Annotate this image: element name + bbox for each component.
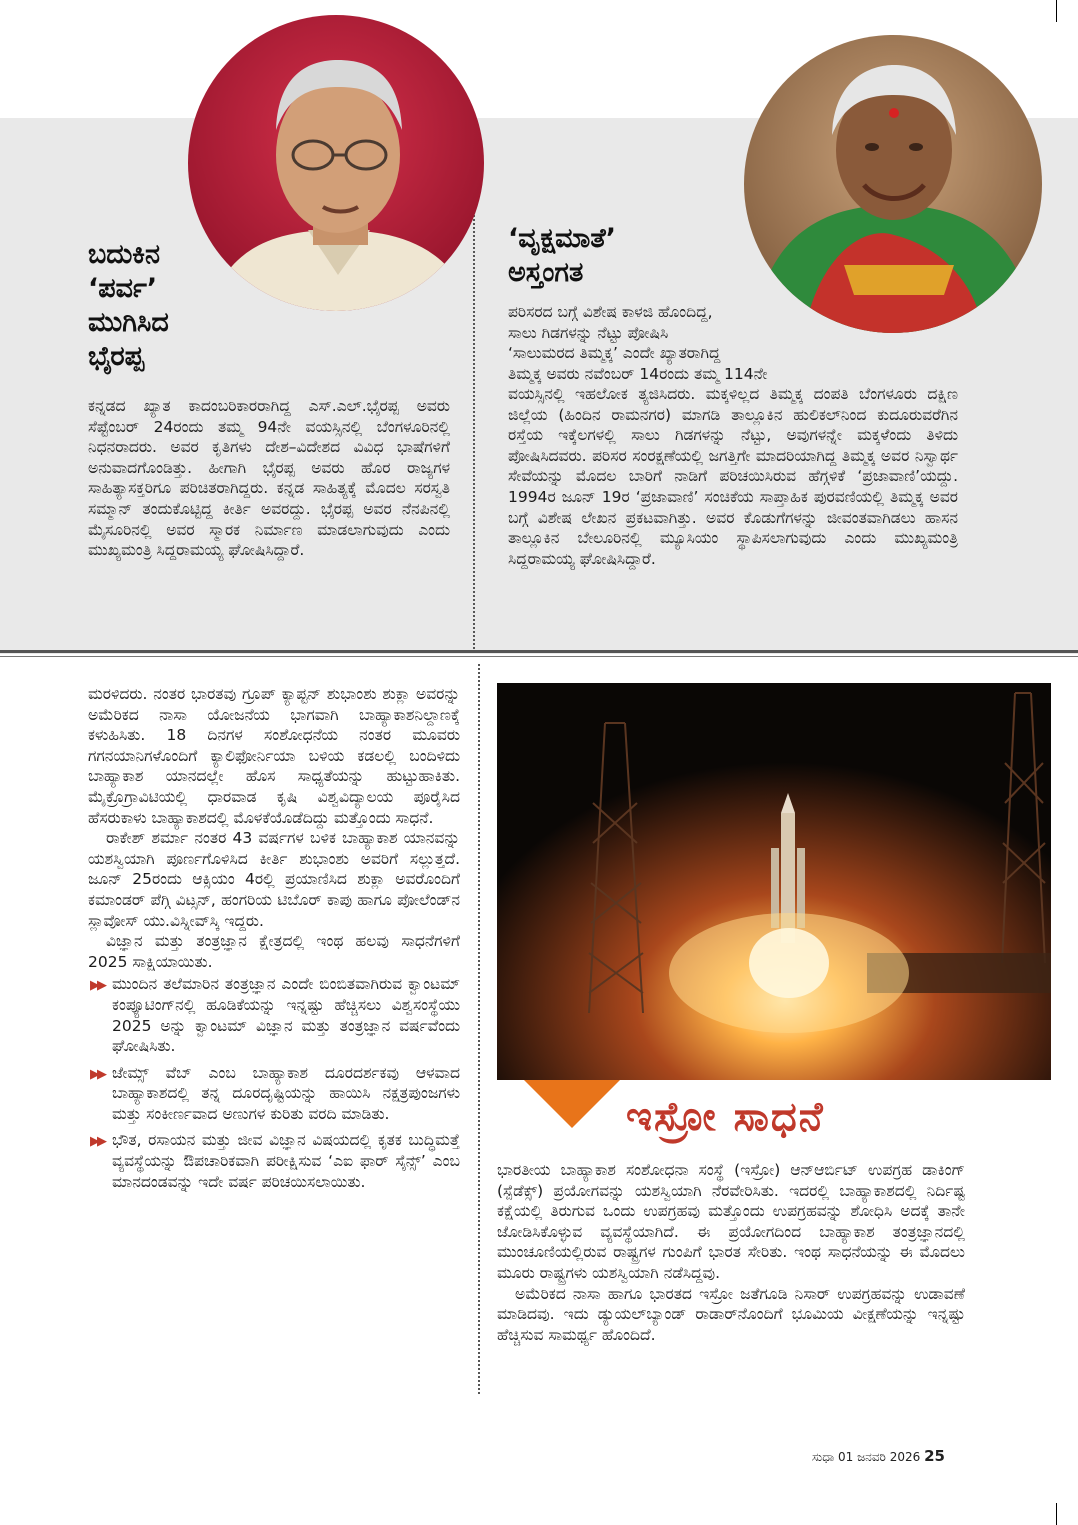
headline-line: ‘ಪರ್ವ’ (88, 273, 158, 304)
crop-mark (1056, 1503, 1057, 1525)
double-arrow-icon: ▶▶ (90, 1134, 104, 1150)
isro-para: ಭಾರತೀಯ ಬಾಹ್ಯಾಕಾಶ ಸಂಶೋಧನಾ ಸಂಸ್ಥೆ (ಇಸ್ರೋ) ಆನ್‌ಆರ್ಬಿಟ್ ಉಪಗ್ರಹ ಡಾಕಿಂಗ್ (ಸ್ಪೆಡೆಕ್ಸ್) ಪ್ರಯೋಗವನ್ನು ಯಶಸ್ವಿಯಾಗಿ ನೆರವೇರಿಸಿತು. ಇದರಲ್ಲಿ ಬಾಹ್ಯಾಕಾಶದಲ್ಲಿ ನಿರ್ದಿಷ್ಟ ಕಕ್ಷೆಯಲ್ಲಿ ತಿರುಗುವ ಒಂದು ಉಪಗ್ರಹವು ಮತ್ತೊಂದು ಉಪಗ್ರಹವನ್ನು ಶೋಧಿಸಿ ಅದಕ್ಕೆ ತಾನೇ ಜೋಡಿಸಿಕೊಳ್ಳುವ ವ್ಯವಸ್ಥೆಯಾಗಿದೆ. ಈ ಪ್ರಯೋಗದಿಂದ ಬಾಹ್ಯಾಕಾಶ ತಂತ್ರಜ್ಞಾನದಲ್ಲಿ ಮುಂಚೂಣಿಯಲ್ಲಿರುವ ರಾಷ್ಟ್ರಗಳ ಗುಂಪಿಗೆ ಭಾರತ ಸೇರಿತು. ಇಂಥ ಸಾಧನೆಯನ್ನು ಈ ಮೊದಲು ಮೂರು ರಾಷ್ಟ್ರಗಳು ಯಶಸ್ವಿಯಾಗಿ ನಡೆಸಿದ್ದವು. (497, 1161, 965, 1282)
list-item (88, 1130, 460, 1192)
page-footer (812, 1447, 945, 1465)
double-arrow-icon: ▶▶ (90, 1066, 104, 1082)
science-para: ರಾಕೇಶ್ ಶರ್ಮಾ ನಂತರ 43 ವರ್ಷಗಳ ಬಳಿಕ ಬಾಹ್ಯಾಕಾಶ ಯಾನವನ್ನು ಯಶಸ್ವಿಯಾಗಿ ಪೂರ್ಣಗೊಳಿಸಿದ ಕೀರ್ತಿ ಶುಭಾಂಶು ಅವರಿಗೆ ಸಲ್ಲುತ್ತದೆ. ಜೂನ್ 25ರಂದು ಆಕ್ಸಿಯಂ 4ರಲ್ಲಿ ಪ್ರಯಾಣಿಸಿದ ಶುಕ್ಲಾ ಅವರೊಂದಿಗೆ ಕಮಾಂಡರ್ ಪೆಗ್ಗಿ ವಿಟ್ಸನ್, ಹಂಗರಿಯ ಟಿಬೊರ್ ಕಾಪು ಹಾಗೂ ಪೋಲೆಂಡ್‌ನ ಸ್ಲಾವೋಸ್ ಯು.ವಿಸ್ನೀವ್‌ಸ್ಕಿ ಇದ್ದರು. (88, 829, 460, 930)
crop-mark (1056, 0, 1057, 22)
isro-title: ಇಸ್ರೋ ಸಾಧನೆ (626, 1094, 825, 1140)
science-para: ಮರಳಿದರು. ನಂತರ ಭಾರತವು ಗ್ರೂಪ್ ಕ್ಯಾಪ್ಟನ್ ಶುಭಾಂಶು ಶುಕ್ಲಾ ಅವರನ್ನು ಅಮೆರಿಕದ ನಾಸಾ ಯೋಜನೆಯ ಭಾಗವಾಗಿ ಬಾಹ್ಯಾಕಾಶನಿಲ್ದಾಣಕ್ಕೆ ಕಳುಹಿಸಿತು. 18 ದಿನಗಳ ಸಂಶೋಧನೆಯ ನಂತರ ಮೂವರು ಗಗನಯಾನಿಗಳೊಂದಿಗೆ ಕ್ಯಾಲಿಫೋರ್ನಿಯಾ ಬಳಿಯ ಕಡಲಲ್ಲಿ ಬಂದಿಳಿದು ಬಾಹ್ಯಾಕಾಶ ಯಾನದಲ್ಲೇ ಹೊಸ ಸಾಧ್ಯತೆಯನ್ನು ಹುಟ್ಟುಹಾಕಿತು. ಮೈಕ್ರೊಗ್ರಾವಿಟಿಯಲ್ಲಿ ಧಾರವಾಡ ಕೃಷಿ ವಿಶ್ವವಿದ್ಯಾಲಯ ಪೂರೈಸಿದ ಹೆಸರುಕಾಳು ಬಾಹ್ಯಾಕಾಶದಲ್ಲಿ ಮೊಳಕೆಯೊಡೆದಿದ್ದು ಮತ್ತೊಂದು ಸಾಧನೆ. (88, 685, 460, 827)
section-rule (0, 650, 1078, 653)
portrait-thimmakka (744, 35, 1042, 333)
section-rule-thin (0, 656, 1078, 657)
headline-line: ಬದುಕಿನ (88, 239, 160, 270)
list-item-text: ಭೌತ, ರಸಾಯನ ಮತ್ತು ಜೀವ ವಿಜ್ಞಾನ ವಿಷಯದಲ್ಲಿ ಕೃತಕ ಬುದ್ಧಿಮತ್ತೆ ವ್ಯವಸ್ಥೆಯನ್ನು ಔಪಚಾರಿಕವಾಗಿ ಪರೀಕ್ಷಿಸುವ ‘ಎಐ ಫಾರ್ ಸೈನ್ಸ್’ ಎಂಬ ಮಾನದಂಡವನ್ನು ಇದೇ ವರ್ಷ ಪರಿಚಯಿಸಲಾಯಿತು. (112, 1131, 460, 1191)
headline-line: ಭೈರಪ್ಪ (88, 341, 144, 372)
headline-line: ಮುಗಿಸಿದ (88, 307, 169, 338)
science-column (88, 684, 460, 1198)
page-number: 25 (924, 1447, 945, 1465)
isro-para: ಅಮೆರಿಕದ ನಾಸಾ ಹಾಗೂ ಭಾರತದ ಇಸ್ರೋ ಜತೆಗೂಡಿ ನಿಸಾರ್ ಉಪಗ್ರಹವನ್ನು ಉಡಾವಣೆ ಮಾಡಿದವು. ಇದು ಡ್ಯುಯಲ್‌ಬ್ಯಾಂಡ್ ರಾಡಾರ್‌ನೊಂದಿಗೆ ಭೂಮಿಯ ವೀಕ್ಷಣೆಯನ್ನು ಇನ್ನಷ್ಟು ಹೆಚ್ಚಿಸುವ ಸಾಮರ್ಥ್ಯ ಹೊಂದಿದೆ. (497, 1284, 965, 1344)
science-para: ವಿಜ್ಞಾನ ಮತ್ತು ತಂತ್ರಜ್ಞಾನ ಕ್ಷೇತ್ರದಲ್ಲಿ ಇಂಥ ಹಲವು ಸಾಧನೆಗಳಿಗೆ 2025 ಸಾಕ್ಷಿಯಾಯಿತು. (88, 932, 460, 971)
intro-line: ತಿಮ್ಮಕ್ಕ ಅವರು ನವೆಂಬರ್ 14ರಂದು ತಮ್ಮ 114ನೇ (508, 364, 768, 383)
intro-line: ಪರಿಸರದ ಬಗ್ಗೆ ವಿಶೇಷ ಕಾಳಜಿ ಹೊಂದಿದ್ದ, (508, 303, 713, 321)
achievement-list (88, 974, 460, 1192)
intro-thimmakka (508, 302, 838, 384)
body-bhyrappa: ಕನ್ನಡದ ಖ್ಯಾತ ಕಾದಂಬರಿಕಾರರಾಗಿದ್ದ ಎಸ್.ಎಲ್.ಭೈರಪ್ಪ ಅವರು ಸೆಪ್ಟೆಂಬರ್ 24ರಂದು ತಮ್ಮ 94ನೇ ವಯಸ್ಸಿನಲ್ಲಿ ಬೆಂಗಳೂರಿನಲ್ಲಿ ನಿಧನರಾದರು. ಅವರ ಕೃತಿಗಳು ದೇಶ–ವಿದೇಶದ ವಿವಿಧ ಭಾಷೆಗಳಿಗೆ ಅನುವಾದಗೊಂಡಿತ್ತು. ಹೀಗಾಗಿ ಭೈರಪ್ಪ ಅವರು ಹೊರ ರಾಜ್ಯಗಳ ಸಾಹಿತ್ಯಾಸಕ್ತರಿಗೂ ಪರಿಚಿತರಾಗಿದ್ದರು. ಕನ್ನಡ ಸಾಹಿತ್ಯಕ್ಕೆ ಮೊದಲ ಸರಸ್ವತಿ ಸಮ್ಮಾನ್ ತಂದುಕೊಟ್ಟಿದ್ದ ಕೀರ್ತಿ ಅವರದ್ದು. ಭೈರಪ್ಪ ಅವರ ನೆನಪಿನಲ್ಲಿ ಮೈಸೂರಿನಲ್ಲಿ ಅವರ ಸ್ಮಾರಕ ನಿರ್ಮಾಣ ಮಾಡಲಾಗುವುದು ಎಂದು ಮುಖ್ಯಮಂತ್ರಿ ಸಿದ್ದರಾಮಯ್ಯ ಘೋಷಿಸಿದ್ದಾರೆ. (88, 397, 450, 560)
isro-body (497, 1160, 965, 1345)
rocket-launch-photo (497, 683, 1051, 1080)
list-item-text: ಜೇಮ್ಸ್ ವೆಬ್ ಎಂಬ ಬಾಹ್ಯಾಕಾಶ ದೂರದರ್ಶಕವು ಆಳವಾದ ಬಾಹ್ಯಾಕಾಶದಲ್ಲಿ ತನ್ನ ದೂರದೃಷ್ಟಿಯನ್ನು ಹಾಯಿಸಿ ನಕ್ಷತ್ರಪುಂಜಗಳು ಮತ್ತು ಸಂಕೀರ್ಣವಾದ ಅಣುಗಳ ಕುರಿತು ವರದಿ ಮಾಡಿತು. (112, 1063, 460, 1123)
list-item (88, 1063, 460, 1125)
magazine-name: ಸುಧಾ (812, 1450, 835, 1464)
headline-line: ‘ವೃಕ್ಷಮಾತೆ’ (508, 223, 616, 254)
headline-thimmakka (508, 222, 728, 290)
body-thimmakka: ವಯಸ್ಸಿನಲ್ಲಿ ಇಹಲೋಕ ತ್ಯಜಿಸಿದರು. ಮಕ್ಕಳಿಲ್ಲದ ತಿಮ್ಮಕ್ಕ ದಂಪತಿ ಬೆಂಗಳೂರು ದಕ್ಷಿಣ ಜಿಲ್ಲೆಯ (ಹಿಂದಿನ ರಾಮನಗರ) ಮಾಗಡಿ ತಾಲ್ಲೂಕಿನ ಹುಲಿಕಲ್‌ನಿಂದ ಕುದೂರುವರೆಗಿನ ರಸ್ತೆಯ ಇಕ್ಕೆಲಗಳಲ್ಲಿ ಸಾಲು ಗಿಡಗಳನ್ನು ನೆಟ್ಟು, ಅವುಗಳನ್ನೇ ಮಕ್ಕಳೆಂದು ತಿಳಿದು ಪೋಷಿಸಿದವರು. ಪರಿಸರ ಸಂರಕ್ಷಣೆಯಲ್ಲಿ ಜಗತ್ತಿಗೇ ಮಾದರಿಯಾಗಿದ್ದ ತಿಮ್ಮಕ್ಕ ಅವರ ನಿಸ್ವಾರ್ಥ ಸೇವೆಯನ್ನು ಮೊದಲ ಬಾರಿಗೆ ನಾಡಿಗೆ ಪರಿಚಯಿಸಿರುವ ಹೆಗ್ಗಳಿಕೆ ‘ಪ್ರಜಾವಾಣಿ’ಯದ್ದು. 1994ರ ಜೂನ್ 19ರ ‘ಪ್ರಜಾವಾಣಿ’ ಸಂಚಿಕೆಯ ಸಾಪ್ತಾಹಿಕ ಪುರವಣಿಯಲ್ಲಿ ತಿಮ್ಮಕ್ಕ ಅವರ ಬಗ್ಗೆ ವಿಶೇಷ ಲೇಖನ ಪ್ರಕಟವಾಗಿತ್ತು. ಅವರ ಕೊಡುಗೆಗಳನ್ನು ಜೀವಂತವಾಗಿಡಲು ಹಾಸನ ತಾಲ್ಲೂಕಿನ ಬೇಲೂರಿನಲ್ಲಿ ಮ್ಯೂಸಿಯಂ ಸ್ಥಾಪಿಸಲಾಗುವುದು ಎಂದು ಮುಖ್ಯಮಂತ್ರಿ ಸಿದ್ದರಾಮಯ್ಯ ಘೋಷಿಸಿದ್ದಾರೆ. (508, 385, 958, 568)
headline-line: ಅಸ್ತಂಗತ (508, 257, 584, 288)
isro-title-ribbon (524, 1080, 620, 1128)
issue-date: 01 ಜನವರಿ 2026 (838, 1450, 921, 1464)
column-divider-lower (478, 664, 480, 1394)
headline-bhyrappa (88, 238, 258, 374)
intro-line: ಸಾಲು ಗಿಡಗಳನ್ನು ನೆಟ್ಟು ಪೋಷಿಸಿ (508, 323, 669, 342)
list-item (88, 974, 460, 1056)
list-item-text: ಮುಂದಿನ ತಲೆಮಾರಿನ ತಂತ್ರಜ್ಞಾನ ಎಂದೇ ಬಿಂಬಿತವಾಗಿರುವ ಕ್ವಾಂಟಮ್ ಕಂಪ್ಯೂಟಿಂಗ್‌ನಲ್ಲಿ ಹೂಡಿಕೆಯನ್ನು ಇನ್ನಷ್ಟು ಹೆಚ್ಚಿಸಲು ವಿಶ್ವಸಂಸ್ಥೆಯು 2025 ಅನ್ನು ಕ್ವಾಂಟಮ್ ವಿಜ್ಞಾನ ಮತ್ತು ತಂತ್ರಜ್ಞಾನ ವರ್ಷವೆಂದು ಘೋಷಿಸಿತು. (112, 975, 460, 1056)
double-arrow-icon: ▶▶ (90, 978, 104, 994)
intro-line: ‘ಸಾಲುಮರದ ತಿಮ್ಮಕ್ಕ’ ಎಂದೇ ಖ್ಯಾತರಾಗಿದ್ದ (508, 344, 721, 363)
